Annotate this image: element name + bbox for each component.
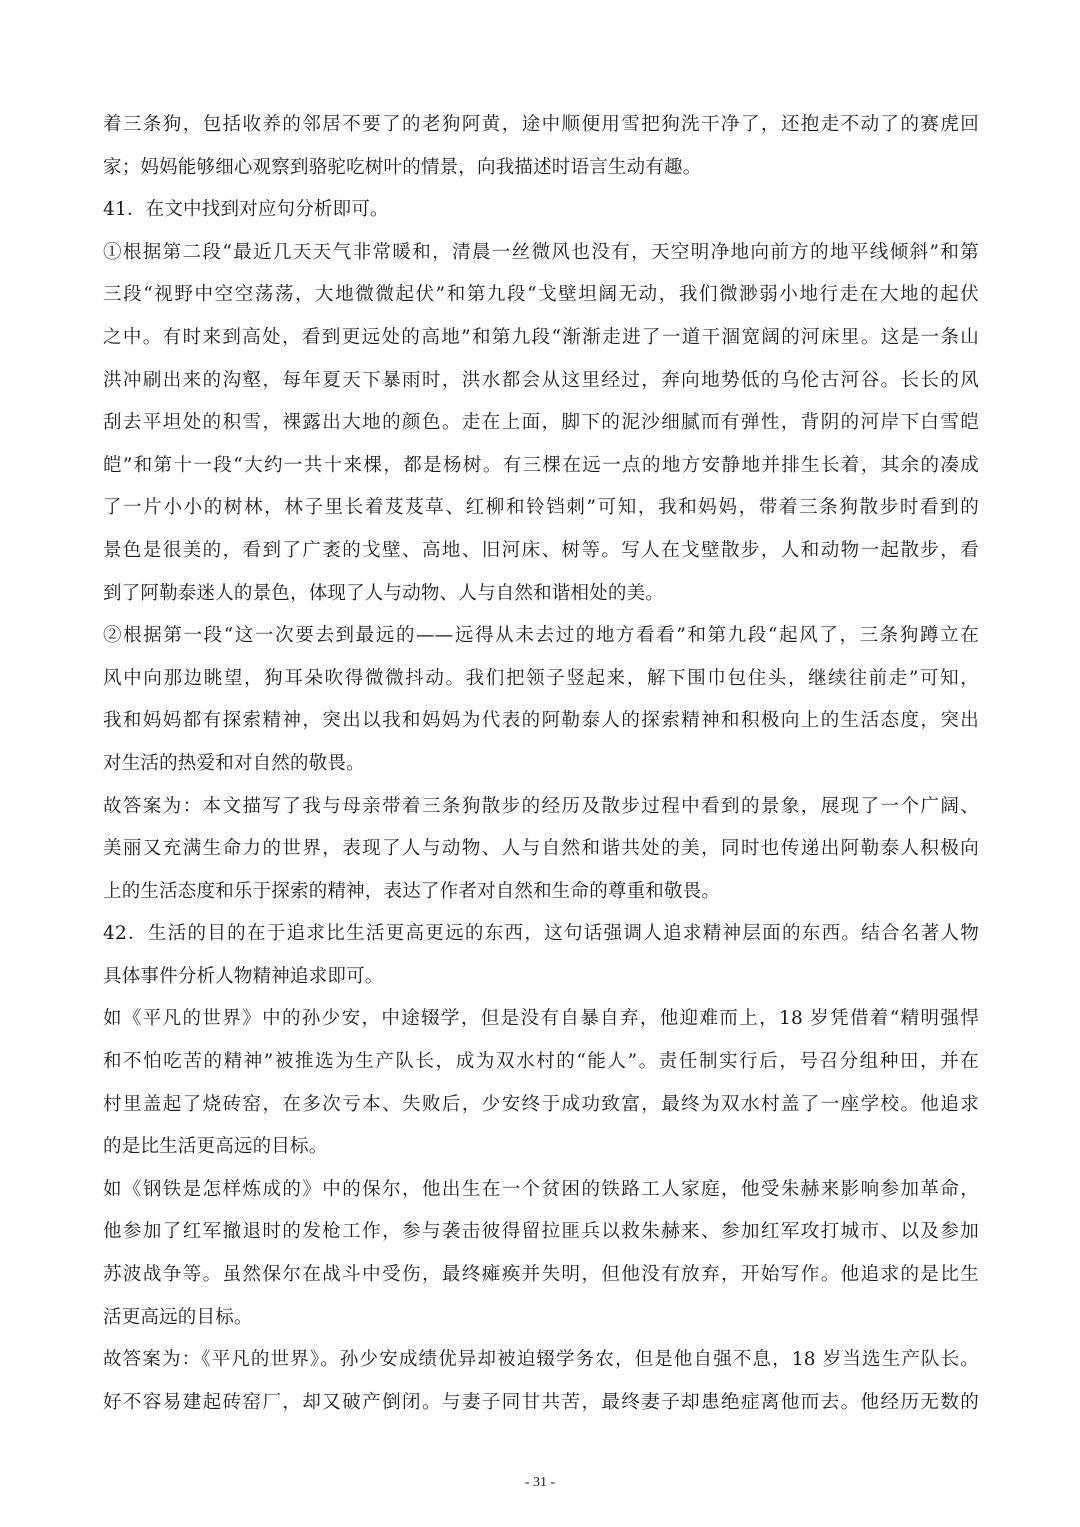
text-line: 如《平凡的世界》中的孙少安，中途辍学，但是没有自暴自弃，他迎难而上，18 岁凭借着“精明强悍 xyxy=(103,1008,979,1030)
text-line: 苏波战争等。虽然保尔在战斗中受伤，最终瘫痪并失明，但他没有放弃，开始写作。他追求的是比生 xyxy=(103,1264,979,1286)
text-line: 41．在文中找到对应句分析即可。 xyxy=(103,199,389,221)
text-line: 的是比生活更高远的目标。 xyxy=(103,1136,328,1158)
text-line: 了一片小小的树林，林子里长着芨芨草、红柳和铃铛刺”可知，我和妈妈，带着三条狗散步时看到的 xyxy=(103,497,979,519)
text-line: 村里盖起了烧砖窑，在多次亏本、失败后，少安终于成功致富，最终为双水村盖了一座学校。他追求 xyxy=(103,1093,979,1115)
text-line: 故答案为：《平凡的世界》。孙少安成绩优异却被迫辍学务农，但是他自强不息，18 岁当选生产队长。 xyxy=(103,1349,979,1371)
text-line: 皑”和第十一段“大约一共十来棵，都是杨树。有三棵在远一点的地方安静地并排生长着，其余的凑成 xyxy=(103,454,979,476)
document-body xyxy=(103,104,979,1424)
text-line: 我和妈妈都有探索精神，突出以我和妈妈为代表的阿勒泰人的探索精神和积极向上的生活态度，突出 xyxy=(103,710,979,732)
text-line: 具体事件分析人物精神追求即可。 xyxy=(103,965,384,987)
text-line: 上的生活态度和乐于探索的精神，表达了作者对自然和生命的尊重和敬畏。 xyxy=(103,880,721,902)
text-line: 活更高远的目标。 xyxy=(103,1306,253,1328)
text-line: 对生活的热爱和对自然的敬畏。 xyxy=(103,752,365,774)
text-line: 三段“视野中空空荡荡，大地微微起伏”和第九段“戈壁坦阔无动，我们微渺弱小地行走在大地的起伏 xyxy=(103,284,979,306)
text-line: 家；妈妈能够细心观察到骆驼吃树叶的情景，向我描述时语言生动有趣。 xyxy=(103,156,702,178)
text-line: 美丽又充满生命力的世界，表现了人与动物、人与自然和谐共处的美，同时也传递出阿勒泰人积极向 xyxy=(103,838,979,860)
text-line: 着三条狗，包括收养的邻居不要了的老狗阿黄，途中顺便用雪把狗洗干净了，还抱走不动了的赛虎回 xyxy=(103,114,979,135)
text-line: 42．生活的目的在于追求比生活更高更远的东西，这句话强调人追求精神层面的东西。结合名著人物 xyxy=(103,923,979,945)
page-number: - 31 - xyxy=(524,1475,556,1490)
text-line: 如《钢铁是怎样炼成的》中的保尔，他出生在一个贫困的铁路工人家庭，他受朱赫来影响参加革命， xyxy=(103,1178,979,1200)
text-line: 刮去平坦处的积雪，裸露出大地的颜色。走在上面，脚下的泥沙细腻而有弹性，背阴的河岸下白雪皑 xyxy=(103,412,979,434)
text-line: 故答案为：本文描写了我与母亲带着三条狗散步的经历及散步过程中看到的景象，展现了一个广阔、 xyxy=(103,795,979,817)
text-line: 到了阿勒泰迷人的景色，体现了人与动物、人与自然和谐相处的美。 xyxy=(103,582,665,604)
text-line: 风中向那边眺望，狗耳朵吹得微微抖动。我们把领子竖起来，解下围巾包住头，继续往前走”可知， xyxy=(103,667,979,689)
text-line: ①根据第二段“最近几天天气非常暖和，清晨一丝微风也没有，天空明净地向前方的地平线倾斜”和第 xyxy=(103,241,979,263)
text-line: 洪冲刷出来的沟壑，每年夏天下暴雨时，洪水都会从这里经过，奔向地势低的乌伦古河谷。长长的风 xyxy=(103,369,979,391)
text-line: 他参加了红军撤退时的发枪工作，参与袭击彼得留拉匪兵以救朱赫来、参加红军攻打城市、以及参加 xyxy=(103,1221,979,1243)
text-line: 好不容易建起砖窑厂，却又破产倒闭。与妻子同甘共苦，最终妻子却患绝症离他而去。他经历无数的 xyxy=(103,1391,979,1413)
text-line: ②根据第一段“这一次要去到最远的——远得从未去过的地方看看”和第九段“起风了，三条狗蹲立在 xyxy=(103,625,979,647)
text-line: 景色是很美的，看到了广袤的戈壁、高地、旧河床、树等。写人在戈壁散步，人和动物一起散步，看 xyxy=(103,539,979,561)
text-line: 之中。有时来到高处，看到更远处的高地”和第九段“渐渐走进了一道干涸宽阔的河床里。这是一条山 xyxy=(103,326,979,348)
text-line: 和不怕吃苦的精神”被推选为生产队长，成为双水村的“能人”。责任制实行后，号召分组种田，并在 xyxy=(103,1051,979,1073)
